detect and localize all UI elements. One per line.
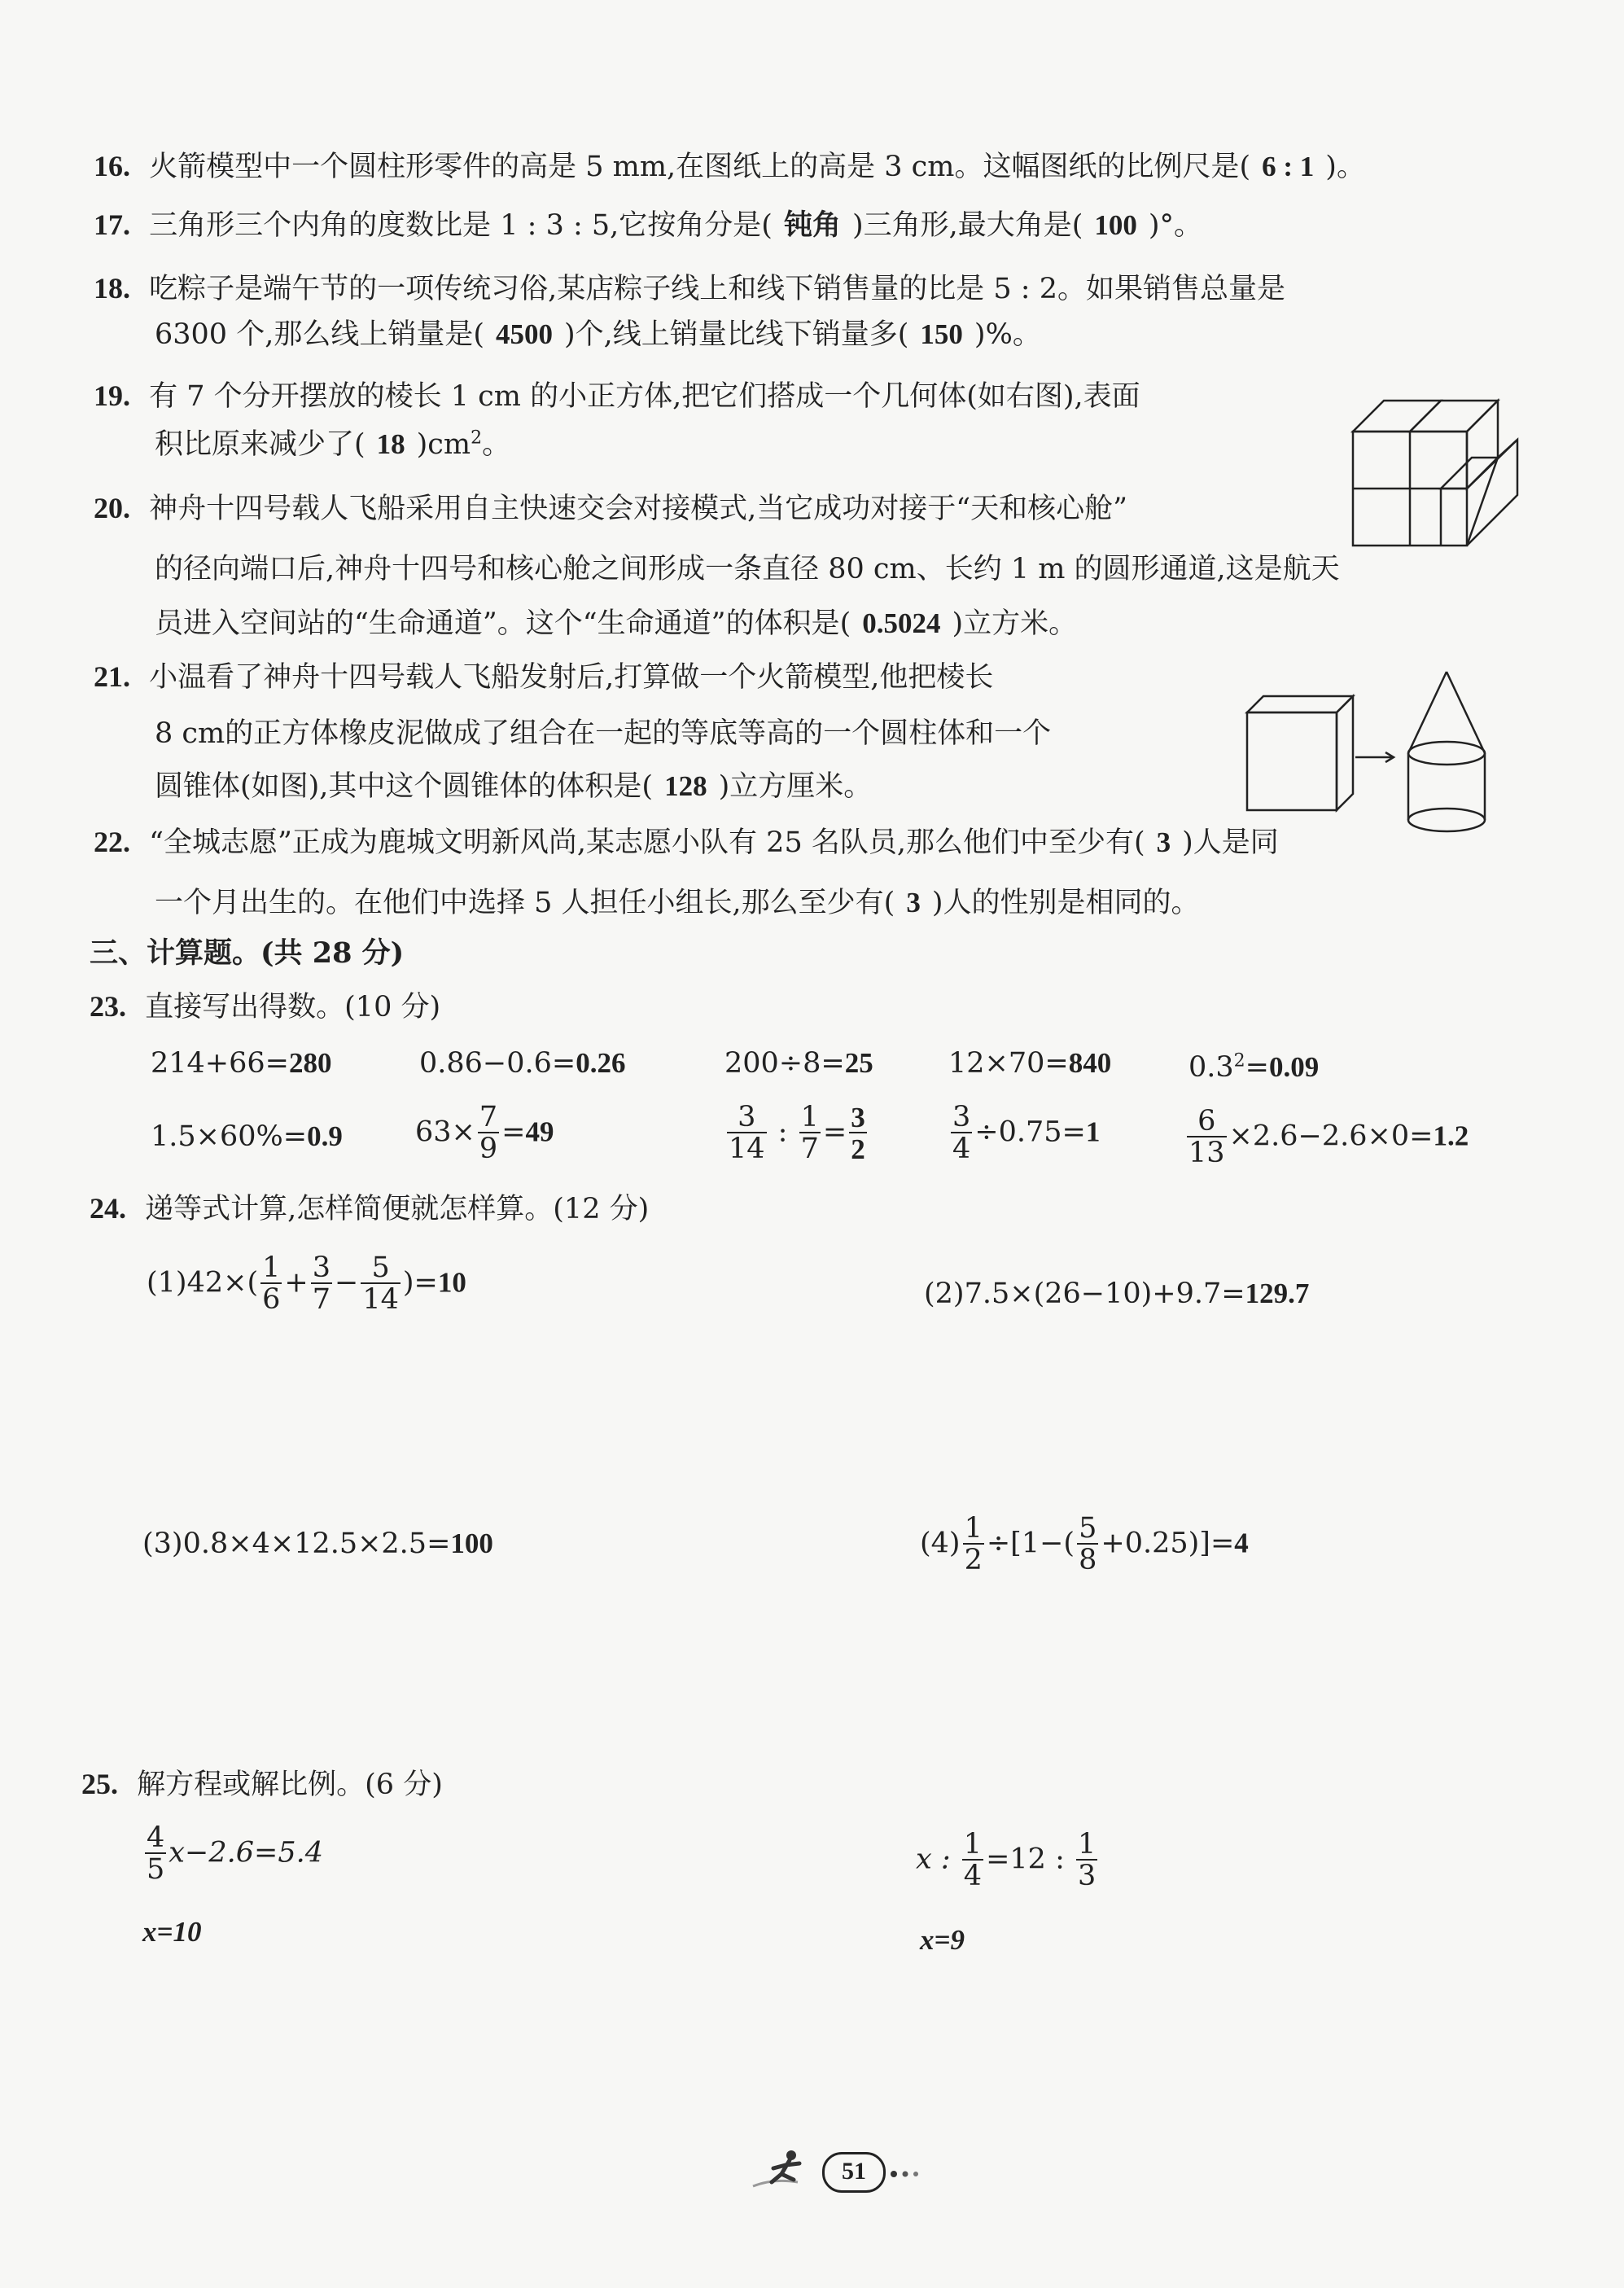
calc-item [419, 1046, 626, 1080]
calc-item [151, 1120, 343, 1154]
fraction [478, 1103, 499, 1164]
answer: 3 [1156, 826, 1171, 858]
expression: (1)42×( [147, 1266, 259, 1300]
numerator: 3 [952, 1101, 971, 1133]
question-number: 21. [94, 660, 130, 693]
fraction [799, 1103, 821, 1164]
expression: 63× [415, 1116, 475, 1149]
expression: 1.5×60%= [151, 1120, 308, 1153]
section-heading: 三、计算题。(共 28 分) [90, 936, 405, 970]
question-19 [94, 379, 1140, 414]
question-text: 一个月出生的。在他们中选择 5 人担任小组长,那么至少有( [155, 887, 895, 919]
question-number: 18. [94, 272, 130, 305]
numerator: 1 [262, 1251, 281, 1284]
superscript: 2 [1233, 1050, 1245, 1072]
question-text: 积比原来减少了( [155, 428, 366, 461]
cube-to-cylinder-cone-figure [1245, 672, 1514, 835]
superscript: 2 [471, 427, 483, 449]
question-18 [94, 271, 1285, 306]
expression: )= [402, 1266, 438, 1300]
fraction [1076, 1830, 1097, 1891]
calc-item [1184, 1107, 1469, 1168]
question-text: 圆锥体(如图),其中这个圆锥体的体积是( [155, 770, 654, 803]
question-19-line2 [155, 427, 510, 462]
denominator: 8 [1079, 1544, 1097, 1576]
expression: ×2.6−2.6×0= [1228, 1120, 1434, 1153]
expression: + [284, 1266, 309, 1300]
calc-step-4 [920, 1514, 1249, 1575]
fraction [260, 1251, 282, 1316]
equation-1 [142, 1821, 323, 1886]
question-20 [94, 491, 1127, 526]
calc-item [724, 1103, 869, 1164]
expression: = [501, 1116, 526, 1149]
denominator: 6 [262, 1283, 281, 1316]
calc-step-3 [142, 1527, 493, 1561]
expression: 0.3 [1188, 1051, 1234, 1084]
question-text: )人的性别是相同的。 [931, 887, 1200, 919]
expression: 200÷8= [724, 1047, 845, 1080]
calc-item [724, 1046, 873, 1080]
expression: x : [916, 1843, 960, 1876]
answer: 150 [920, 318, 963, 350]
question-text: 火箭模型中一个圆柱形零件的高是 5 mm,在图纸上的高是 3 cm。这幅图纸的比例尺是( [149, 151, 1251, 183]
calc-step-1 [147, 1251, 466, 1316]
fraction [1077, 1514, 1098, 1575]
cube-stack-figure [1351, 383, 1522, 554]
equation-2 [916, 1830, 1100, 1891]
fraction [145, 1821, 166, 1886]
numerator: 4 [147, 1821, 165, 1854]
question-text: )cm [416, 428, 471, 461]
question-text: 吃粽子是端午节的一项传统习俗,某店粽子线上和线下销售量的比是 5 : 2。如果销售总量是 [149, 273, 1285, 305]
numerator: 5 [371, 1251, 390, 1284]
answer: 100 [450, 1528, 493, 1559]
question-22-line2 [155, 886, 1199, 920]
calc-item [1188, 1050, 1319, 1085]
numerator: 3 [312, 1251, 330, 1284]
fraction [962, 1830, 983, 1891]
expression: = [822, 1116, 847, 1149]
denominator: 9 [479, 1133, 498, 1165]
fraction [727, 1103, 767, 1164]
denominator: 14 [362, 1283, 399, 1316]
fraction [963, 1514, 984, 1575]
page-number-badge [822, 2152, 886, 2193]
answer: 3 [906, 887, 921, 918]
numerator: 3 [851, 1102, 865, 1133]
equation-2-answer: x=9 [920, 1924, 965, 1956]
question-number: 22. [94, 826, 130, 858]
question-text: 有 7 个分开摆放的棱长 1 cm 的小正方体,把它们搭成一个几何体(如右图),表面 [149, 380, 1140, 413]
calc-item [415, 1103, 554, 1164]
question-number: 19. [94, 379, 130, 412]
question-21-line2 [155, 717, 1051, 751]
denominator: 4 [963, 1860, 983, 1892]
answer: 4500 [495, 318, 553, 350]
denominator: 5 [147, 1853, 165, 1886]
denominator: 14 [729, 1133, 765, 1165]
answer: 100 [1094, 209, 1137, 241]
dots-decoration [889, 2169, 930, 2179]
answer: 4 [1234, 1527, 1249, 1559]
calc-item [948, 1046, 1111, 1080]
question-text: 员进入空间站的“生命通道”。这个“生命通道”的体积是( [155, 607, 851, 640]
answer: 280 [289, 1047, 332, 1079]
numerator: 1 [963, 1828, 983, 1861]
answer: 18 [376, 428, 405, 460]
expression: = [1245, 1051, 1269, 1084]
denominator: 3 [1077, 1860, 1097, 1892]
expression: x−2.6=5.4 [169, 1836, 323, 1869]
question-22 [94, 825, 1279, 860]
question-number: 25. [81, 1768, 118, 1800]
question-16 [94, 149, 1365, 184]
answer: 840 [1068, 1047, 1112, 1079]
expression: 214+66= [151, 1047, 289, 1080]
question-text: 直接写出得数。(10 分) [145, 991, 441, 1023]
answer: 128 [664, 770, 707, 802]
numerator: 6 [1197, 1105, 1216, 1137]
expression: +0.25)]= [1101, 1527, 1235, 1560]
fraction [1187, 1107, 1227, 1168]
question-text: 神舟十四号载人飞船采用自主快速交会对接模式,当它成功对接于“天和核心舱” [149, 493, 1128, 525]
question-text: )人是同 [1182, 826, 1279, 859]
question-text: )。 [1325, 151, 1365, 183]
question-text: 6300 个,那么线上销量是( [155, 318, 484, 351]
question-text: )个,线上销量比线下销量多( [563, 318, 909, 351]
answer: 6 : 1 [1262, 151, 1315, 182]
question-number: 23. [90, 990, 126, 1023]
denominator: 13 [1188, 1137, 1225, 1169]
question-number: 24. [90, 1192, 126, 1225]
numerator: 7 [479, 1101, 498, 1133]
question-text: 三角形三个内角的度数比是 1 : 3 : 5,它按角分是( [149, 209, 773, 242]
question-text: )三角形,最大角是( [851, 209, 1083, 242]
expression: − [335, 1266, 359, 1300]
page-number: 51 [842, 2158, 866, 2185]
fraction [311, 1251, 332, 1316]
question-25 [81, 1767, 443, 1802]
calc-step-2 [924, 1277, 1309, 1311]
question-23 [90, 989, 440, 1024]
question-text: )立方厘米。 [718, 770, 873, 803]
question-21-line3 [155, 769, 872, 804]
fraction-answer [849, 1103, 867, 1164]
question-text: 解方程或解比例。(6 分) [137, 1769, 443, 1801]
numerator: 1 [1077, 1828, 1097, 1861]
calc-item [948, 1103, 1100, 1164]
answer: 129.7 [1245, 1278, 1310, 1309]
question-18-line2 [155, 318, 1041, 352]
expression: ÷0.75= [974, 1116, 1086, 1149]
answer: 0.09 [1269, 1051, 1320, 1083]
question-20-line3 [155, 607, 1077, 641]
question-20-line2 [155, 552, 1340, 586]
question-text: “全城志愿”正成为鹿城文明新风尚,某志愿小队有 25 名队员,那么他们中至少有( [149, 826, 1145, 859]
expression: (2)7.5×(26−10)+9.7= [924, 1278, 1245, 1310]
numerator: 1 [800, 1101, 819, 1133]
question-text: 的径向端口后,神舟十四号和核心舱之间形成一条直径 80 cm、长约 1 m 的圆形通道,这是航天 [155, 553, 1340, 585]
question-text: )立方米。 [952, 607, 1078, 640]
answer: 0.26 [576, 1047, 626, 1079]
answer: 1 [1085, 1116, 1101, 1148]
question-text: )%。 [974, 318, 1041, 351]
denominator: 7 [800, 1133, 819, 1165]
equation-1-answer: x=10 [142, 1916, 202, 1948]
answer: 10 [437, 1266, 466, 1299]
numerator: 1 [964, 1512, 983, 1545]
calc-item [151, 1046, 332, 1080]
numerator: 5 [1079, 1512, 1097, 1545]
question-text: )°。 [1148, 209, 1203, 242]
question-text: 8 cm的正方体橡皮泥做成了组合在一起的等底等高的一个圆柱体和一个 [155, 717, 1052, 750]
denominator: 2 [851, 1133, 865, 1165]
question-text: 递等式计算,怎样简便就怎样算。(12 分) [145, 1193, 650, 1225]
denominator: 2 [964, 1544, 983, 1576]
question-number: 17. [94, 208, 130, 241]
answer: 0.9 [307, 1120, 343, 1152]
fraction [361, 1251, 401, 1316]
answer: 1.2 [1433, 1120, 1469, 1152]
expression: 0.86−0.6= [419, 1047, 576, 1080]
expression: (4) [920, 1527, 961, 1560]
question-text: 小温看了神舟十四号载人飞船发射后,打算做一个火箭模型,他把棱长 [149, 661, 994, 694]
expression: =12 : [986, 1843, 1074, 1876]
question-number: 16. [94, 150, 130, 182]
question-text: 。 [482, 428, 511, 461]
answer: 49 [525, 1116, 554, 1148]
question-24 [90, 1191, 649, 1226]
runner-logo-icon [749, 2146, 822, 2194]
fraction [951, 1103, 972, 1164]
numerator: 3 [738, 1101, 756, 1133]
expression: ÷[1−( [986, 1527, 1075, 1560]
question-number: 20. [94, 492, 130, 524]
expression: (3)0.8×4×12.5×2.5= [142, 1528, 451, 1560]
question-21 [94, 660, 993, 695]
answer: 0.5024 [862, 607, 941, 639]
denominator: 4 [952, 1133, 971, 1165]
answer: 25 [844, 1047, 873, 1079]
denominator: 7 [312, 1283, 330, 1316]
expression: : [768, 1116, 797, 1149]
answer: 钝角 [783, 209, 841, 241]
question-17 [94, 208, 1202, 243]
expression: 12×70= [948, 1047, 1069, 1080]
